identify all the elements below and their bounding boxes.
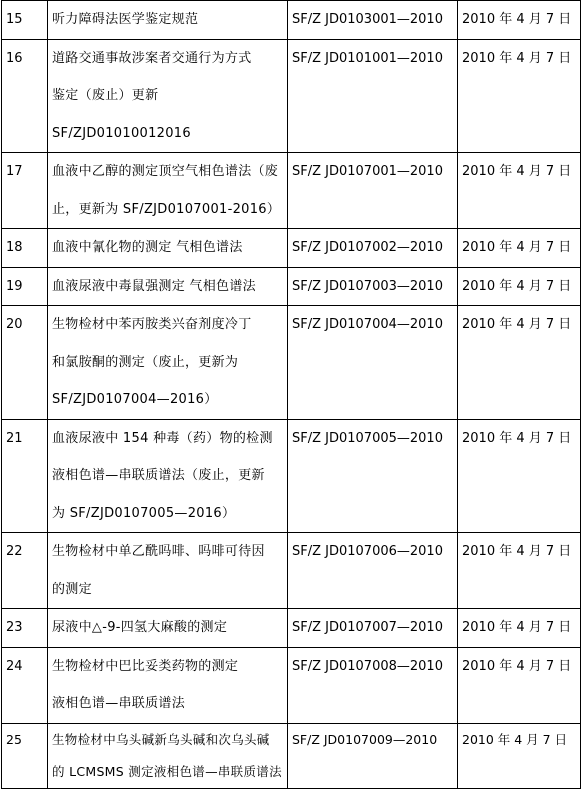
standard-code-cell: SF/Z JD0107007—2010 bbox=[288, 609, 458, 648]
standard-name-line: 血液尿液中毒鼠强测定 气相色谱法 bbox=[52, 278, 256, 294]
table-row bbox=[2, 533, 581, 609]
standard-code-cell: SF/Z JD0107005—2010 bbox=[288, 419, 458, 533]
standard-name-cell bbox=[48, 609, 288, 648]
standard-name-line: 生物检材中单乙酰吗啡、吗啡可待因 bbox=[52, 544, 265, 559]
issue-date-cell: 2010 年 4 月 7 日 bbox=[458, 229, 581, 268]
standard-code-cell: SF/Z JD0103001—2010 bbox=[288, 1, 458, 40]
standard-name-line: 鉴定（废止）更新 bbox=[52, 88, 159, 103]
table-row bbox=[2, 419, 581, 533]
standard-name-cell bbox=[48, 723, 288, 788]
standard-name-line: 液相色谱—串联质谱法 bbox=[52, 696, 186, 711]
table-row bbox=[2, 267, 581, 306]
row-number-cell: 23 bbox=[2, 609, 48, 648]
standards-table bbox=[1, 0, 581, 789]
issue-date-cell: 2010 年 4 月 7 日 bbox=[458, 419, 581, 533]
standard-code-cell: SF/Z JD0107004—2010 bbox=[288, 306, 458, 420]
issue-date-cell: 2010 年 4 月 7 日 bbox=[458, 533, 581, 609]
table-row bbox=[2, 39, 581, 153]
standard-name-cell bbox=[48, 419, 288, 533]
standard-name-cell bbox=[48, 306, 288, 420]
standard-name-line: SF/ZJD0107004—2016） bbox=[52, 392, 218, 407]
table-row bbox=[2, 723, 581, 788]
standard-code-cell: SF/Z JD0107001—2010 bbox=[288, 153, 458, 229]
row-number-cell: 15 bbox=[2, 1, 48, 40]
standard-code-cell: SF/Z JD0107003—2010 bbox=[288, 267, 458, 306]
standard-name-cell bbox=[48, 647, 288, 723]
standard-name-cell bbox=[48, 229, 288, 268]
standard-name-line: 的测定 bbox=[52, 581, 92, 597]
table-row bbox=[2, 153, 581, 229]
issue-date-cell: 2010 年 4 月 7 日 bbox=[458, 723, 581, 788]
row-number-cell: 19 bbox=[2, 267, 48, 306]
standard-name-line: 液相色谱—串联质谱法（废止，更新 bbox=[52, 468, 265, 483]
standard-name-line: 生物检材中乌头碱新乌头碱和次乌头碱 bbox=[52, 731, 270, 747]
issue-date-cell: 2010 年 4 月 7 日 bbox=[458, 1, 581, 40]
table-row bbox=[2, 647, 581, 723]
standard-name-line: 止，更新为 SF/ZJD0107001-2016） bbox=[52, 201, 281, 217]
row-number-cell: 25 bbox=[2, 723, 48, 788]
standards-table-body bbox=[2, 1, 581, 789]
standard-name-line: 血液中乙醇的测定顶空气相色谱法（废 bbox=[52, 164, 279, 179]
standard-name-line: SF/ZJD01010012016 bbox=[52, 125, 191, 141]
row-number-cell: 21 bbox=[2, 419, 48, 533]
issue-date-cell: 2010 年 4 月 7 日 bbox=[458, 647, 581, 723]
row-number-cell: 22 bbox=[2, 533, 48, 609]
standard-name-line: 血液尿液中 154 种毒（药）物的检测 bbox=[52, 430, 273, 446]
standard-code-cell: SF/Z JD0107008—2010 bbox=[288, 647, 458, 723]
standard-name-line: 为 SF/ZJD0107005—2016） bbox=[52, 505, 236, 521]
standard-name-cell bbox=[48, 1, 288, 40]
standard-name-line: 尿液中△-9-四氢大麻酸的测定 bbox=[52, 620, 228, 635]
standard-name-line: 听力障碍法医学鉴定规范 bbox=[52, 12, 199, 27]
table-row bbox=[2, 1, 581, 40]
row-number-cell: 18 bbox=[2, 229, 48, 268]
standard-name-line: 的 LCMSMS 测定液相色谱—串联质谱法 bbox=[52, 763, 282, 779]
standard-name-line: 生物检材中巴比妥类药物的测定 bbox=[52, 658, 239, 674]
standard-name-line: 生物检材中苯丙胺类兴奋剂度冷丁 bbox=[52, 317, 252, 332]
standard-code-cell: SF/Z JD0107002—2010 bbox=[288, 229, 458, 268]
standard-name-line: 和氯胺酮的测定（废止，更新为 bbox=[52, 354, 239, 370]
row-number-cell: 17 bbox=[2, 153, 48, 229]
standard-name-cell bbox=[48, 153, 288, 229]
issue-date-cell: 2010 年 4 月 7 日 bbox=[458, 609, 581, 648]
standard-name-cell bbox=[48, 39, 288, 153]
issue-date-cell: 2010 年 4 月 7 日 bbox=[458, 39, 581, 153]
standard-name-cell bbox=[48, 267, 288, 306]
row-number-cell: 24 bbox=[2, 647, 48, 723]
table-row bbox=[2, 229, 581, 268]
row-number-cell: 16 bbox=[2, 39, 48, 153]
standard-code-cell: SF/Z JD0107009—2010 bbox=[288, 723, 458, 788]
standard-code-cell: SF/Z JD0107006—2010 bbox=[288, 533, 458, 609]
standard-code-cell: SF/Z JD0101001—2010 bbox=[288, 39, 458, 153]
standard-name-cell bbox=[48, 533, 288, 609]
issue-date-cell: 2010 年 4 月 7 日 bbox=[458, 267, 581, 306]
issue-date-cell: 2010 年 4 月 7 日 bbox=[458, 153, 581, 229]
table-row bbox=[2, 306, 581, 420]
standard-name-line: 血液中氰化物的测定 气相色谱法 bbox=[52, 240, 243, 255]
standard-name-line: 道路交通事故涉案者交通行为方式 bbox=[52, 50, 252, 66]
row-number-cell: 20 bbox=[2, 306, 48, 420]
table-row bbox=[2, 609, 581, 648]
issue-date-cell: 2010 年 4 月 7 日 bbox=[458, 306, 581, 420]
